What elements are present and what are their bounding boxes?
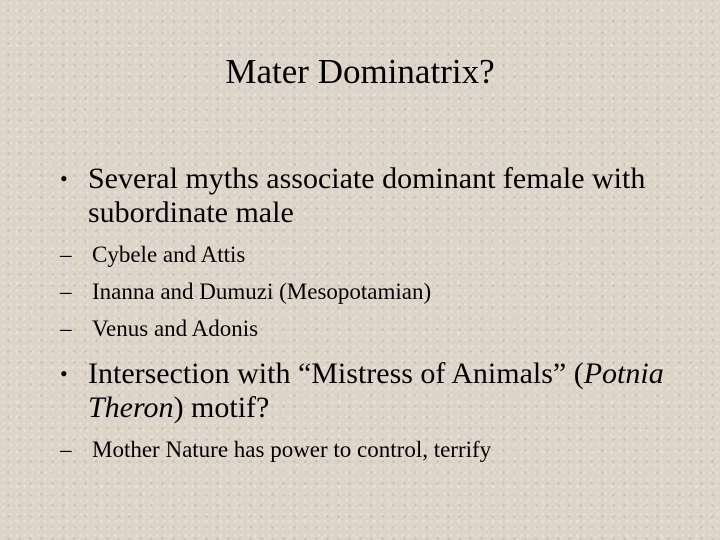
- bullet-item: [60, 357, 690, 425]
- bullet-text-start: Intersection with “Mistress of Animals” (: [88, 357, 584, 390]
- dash-icon: –: [60, 316, 72, 341]
- sub-item-text: Cybele and Attis: [92, 242, 246, 267]
- sub-list: [60, 431, 690, 468]
- bullet-dot-icon: •: [60, 166, 68, 191]
- sub-item-text: Venus and Adonis: [92, 316, 259, 341]
- bullet-item: [60, 162, 690, 230]
- sub-item: [60, 310, 690, 347]
- bullet-dot-icon: •: [60, 361, 68, 386]
- bullet-text-italic: Potnia Theron: [88, 357, 664, 424]
- sub-item-text: Mother Nature has power to control, terrify: [92, 437, 492, 462]
- slide-body: [60, 162, 690, 478]
- slide-title: Mater Dominatrix?: [225, 52, 495, 91]
- sub-item: [60, 236, 690, 273]
- sub-item: [60, 273, 690, 310]
- dash-icon: –: [60, 437, 72, 462]
- sub-item-text: Inanna and Dumuzi (Mesopotamian): [92, 279, 432, 304]
- bullet-text: Several myths associate dominant female with subordinate male: [88, 162, 646, 229]
- bullet-text-end: ) motif?: [173, 391, 270, 424]
- dash-icon: –: [60, 242, 72, 267]
- sub-list: [60, 236, 690, 347]
- dash-icon: –: [60, 279, 72, 304]
- sub-item: [60, 431, 690, 468]
